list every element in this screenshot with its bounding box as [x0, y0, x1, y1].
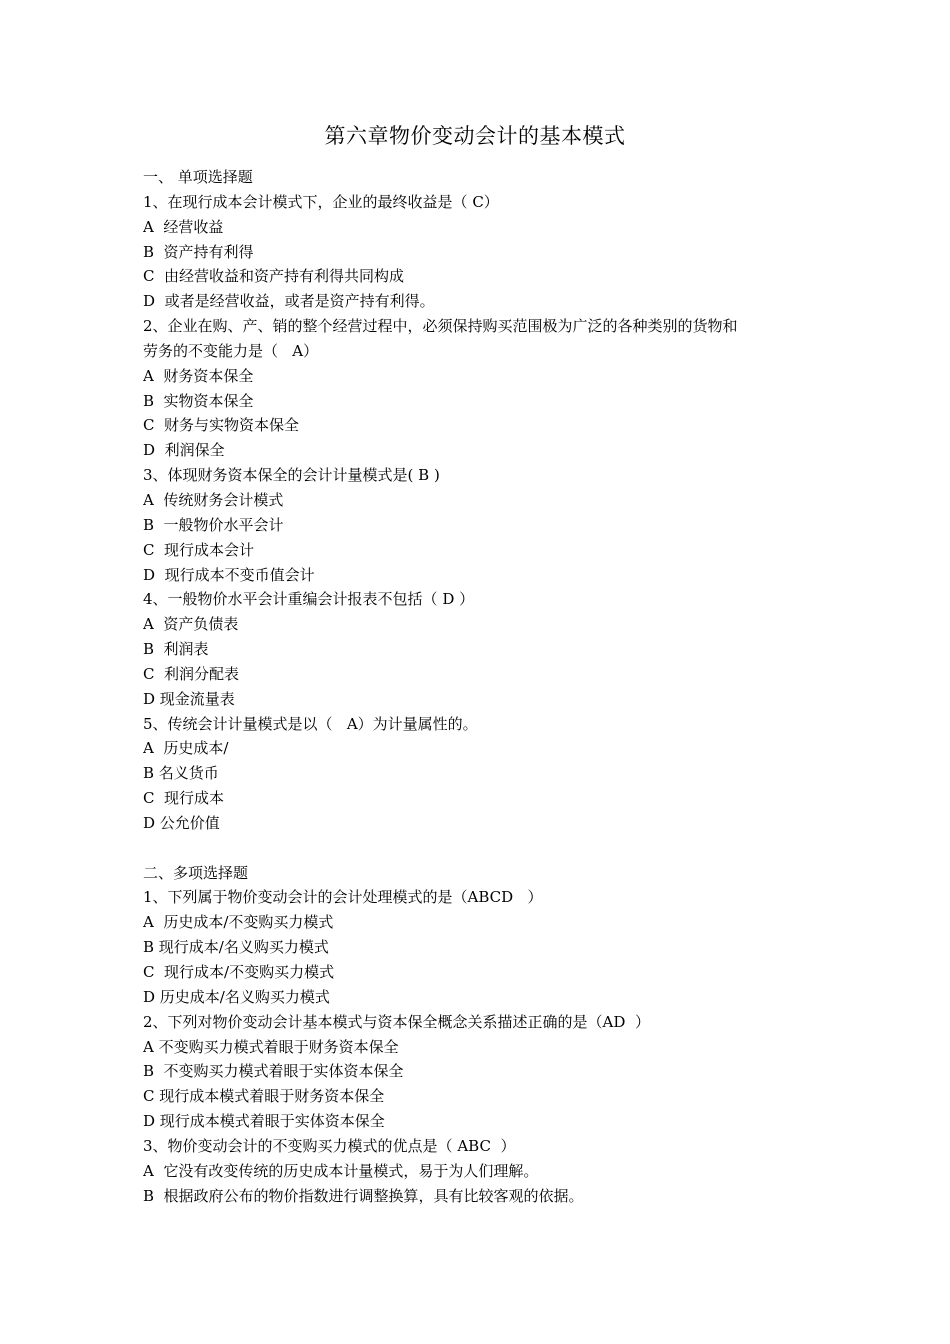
page-title: 第六章物价变动会计的基本模式	[324, 124, 626, 148]
blank-line	[143, 836, 823, 861]
text-line: D 现金流量表	[143, 689, 235, 708]
text-line: 劳务的不变能力是（ A）	[143, 341, 319, 360]
text-line: B 不变购买力模式着眼于实体资本保全	[143, 1062, 404, 1081]
text-line: 2、企业在购、产、销的整个经营过程中，必须保持购买范围极为广泛的各种类别的货物和	[143, 317, 738, 336]
text-line: B 利润表	[143, 640, 209, 659]
document-body	[143, 165, 823, 1208]
text-line: C 现行成本/不变购买力模式	[143, 963, 335, 981]
text-line: 2、下列对物价变动会计基本模式与资本保全概念关系描述正确的是（AD ）	[143, 1012, 650, 1031]
text-line: 3、体现财务资本保全的会计计量模式是( B )	[143, 466, 440, 485]
text-line: C 由经营收益和资产持有利得共同构成	[143, 267, 405, 286]
text-line: 1、下列属于物价变动会计的会计处理模式的是（ABCD ）	[143, 888, 543, 907]
text-line: 5、传统会计计量模式是以（ A）为计量属性的。	[143, 714, 478, 733]
text-line: B 根据政府公布的物价指数进行调整换算，具有比较客观的依据。	[143, 1186, 584, 1205]
text-line: 3、物价变动会计的不变购买力模式的优点是（ ABC ）	[143, 1136, 516, 1155]
text-line: D 利润保全	[143, 441, 225, 460]
text-line: C 现行成本模式着眼于财务资本保全	[143, 1087, 385, 1106]
text-line: D 或者是经营收益，或者是资产持有利得。	[143, 292, 435, 311]
text-line: A 传统财务会计模式	[143, 490, 284, 509]
text-line: C 现行成本	[143, 789, 225, 808]
text-line: A 历史成本/不变购买力模式	[143, 913, 334, 932]
text-line: A 历史成本/	[143, 739, 229, 758]
text-line: 二、多项选择题	[143, 863, 249, 882]
text-line: B 一般物价水平会计	[143, 515, 284, 534]
text-line: D 公允价值	[143, 813, 220, 832]
text-line: A 经营收益	[143, 217, 224, 236]
text-line: D 现行成本模式着眼于实体资本保全	[143, 1112, 385, 1131]
text-line: A 财务资本保全	[143, 366, 254, 385]
text-line: D 历史成本/名义购买力模式	[143, 987, 330, 1006]
text-line: B 实物资本保全	[143, 391, 254, 410]
text-line: C 利润分配表	[143, 664, 240, 683]
text-line: A 资产负债表	[143, 615, 239, 634]
text-line: A 它没有改变传统的历史成本计量模式，易于为人们理解。	[143, 1161, 539, 1180]
text-line: C 现行成本会计	[143, 540, 255, 559]
text-line: 1、在现行成本会计模式下，企业的最终收益是（ C）	[143, 192, 499, 211]
text-line: B 资产持有利得	[143, 242, 254, 261]
text-line: A 不变购买力模式着眼于财务资本保全	[143, 1037, 399, 1056]
text-line: C 财务与实物资本保全	[143, 416, 300, 435]
text-line: 一、 单项选择题	[143, 168, 253, 186]
text-line: B 现行成本/名义购买力模式	[143, 938, 329, 957]
text-line: D 现行成本不变币值会计	[143, 565, 315, 584]
text-line: 4、一般物价水平会计重编会计报表不包括（ D ）	[143, 590, 475, 609]
text-line: B 名义货币	[143, 764, 219, 783]
